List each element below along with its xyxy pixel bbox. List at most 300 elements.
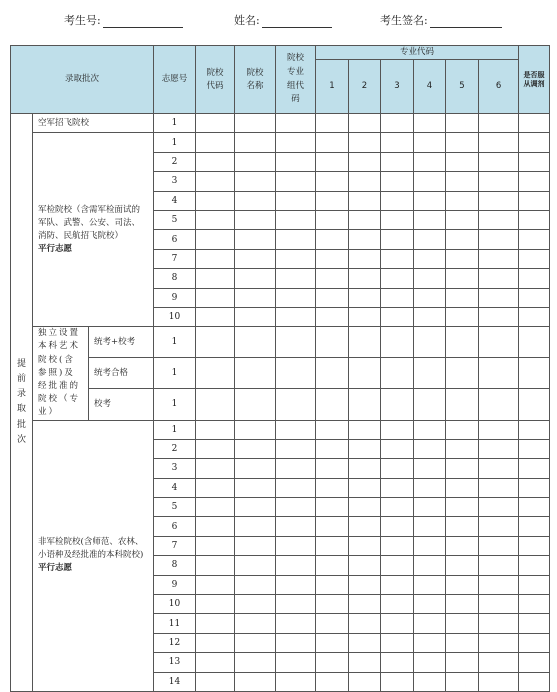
school-code-cell[interactable]	[196, 114, 235, 133]
school-name-cell[interactable]	[235, 307, 276, 326]
major-4-cell[interactable]	[414, 133, 446, 152]
adjust-cell[interactable]	[519, 672, 550, 691]
adjust-cell[interactable]	[519, 614, 550, 633]
major-6-cell[interactable]	[479, 307, 519, 326]
major-2-cell[interactable]	[349, 389, 381, 420]
school-name-cell[interactable]	[235, 269, 276, 288]
major-3-cell[interactable]	[381, 307, 414, 326]
table-row	[11, 389, 550, 420]
choice-number: 8	[154, 556, 196, 575]
major-5-cell[interactable]	[446, 439, 479, 458]
major-4-cell[interactable]	[414, 389, 446, 420]
major-6-cell[interactable]	[479, 595, 519, 614]
major-6-cell[interactable]	[479, 420, 519, 439]
signature-blank[interactable]	[430, 14, 502, 28]
major-6-cell[interactable]	[479, 439, 519, 458]
major-4-cell[interactable]	[414, 230, 446, 249]
major-1-cell[interactable]	[316, 172, 349, 191]
major-3-cell[interactable]	[381, 614, 414, 633]
school-code-cell[interactable]	[196, 327, 235, 358]
major-3-cell[interactable]	[381, 358, 414, 389]
major-group-code-cell[interactable]	[276, 575, 316, 594]
adjust-cell[interactable]	[519, 230, 550, 249]
major-1-cell[interactable]	[316, 327, 349, 358]
school-name-cell[interactable]	[235, 556, 276, 575]
adjust-cell[interactable]	[519, 478, 550, 497]
major-1-cell[interactable]	[316, 191, 349, 210]
major-3-cell[interactable]	[381, 478, 414, 497]
major-6-cell[interactable]	[479, 536, 519, 555]
adjust-cell[interactable]	[519, 269, 550, 288]
table-row	[11, 114, 550, 133]
major-2-cell[interactable]	[349, 595, 381, 614]
art-exam-type: 统考合格	[89, 358, 154, 389]
major-3-cell[interactable]	[381, 556, 414, 575]
major-group-code-cell[interactable]	[276, 114, 316, 133]
major-group-code-cell[interactable]	[276, 389, 316, 420]
major-group-code-cell[interactable]	[276, 672, 316, 691]
major-group-code-cell[interactable]	[276, 517, 316, 536]
major-5-cell[interactable]	[446, 358, 479, 389]
major-6-cell[interactable]	[479, 114, 519, 133]
adjust-cell[interactable]	[519, 152, 550, 171]
adjust-cell[interactable]	[519, 133, 550, 152]
school-code-cell[interactable]	[196, 459, 235, 478]
school-name-cell[interactable]	[235, 230, 276, 249]
major-5-cell[interactable]	[446, 249, 479, 268]
major-6-cell[interactable]	[479, 653, 519, 672]
major-4-cell[interactable]	[414, 459, 446, 478]
major-3-cell[interactable]	[381, 210, 414, 229]
major-3-cell[interactable]	[381, 595, 414, 614]
school-name-cell[interactable]	[235, 152, 276, 171]
major-2-cell[interactable]	[349, 288, 381, 307]
school-name-cell[interactable]	[235, 288, 276, 307]
major-group-code-cell[interactable]	[276, 327, 316, 358]
major-3-cell[interactable]	[381, 517, 414, 536]
major-1-cell[interactable]	[316, 420, 349, 439]
school-name-cell[interactable]	[235, 614, 276, 633]
adjust-cell[interactable]	[519, 288, 550, 307]
major-1-cell[interactable]	[316, 595, 349, 614]
major-2-cell[interactable]	[349, 358, 381, 389]
major-code-header: 专业代码	[316, 46, 519, 60]
school-name-header: 院校名称	[235, 46, 276, 114]
choice-number: 3	[154, 172, 196, 191]
major-1-cell[interactable]	[316, 653, 349, 672]
major-group-code-cell[interactable]	[276, 307, 316, 326]
adjust-cell[interactable]	[519, 327, 550, 358]
school-code-cell[interactable]	[196, 517, 235, 536]
major-4-cell[interactable]	[414, 575, 446, 594]
major-group-code-cell[interactable]	[276, 614, 316, 633]
major-4-cell[interactable]	[414, 172, 446, 191]
major-5-cell[interactable]	[446, 152, 479, 171]
major-5-cell[interactable]	[446, 614, 479, 633]
major-1-cell[interactable]	[316, 478, 349, 497]
major-6-cell[interactable]	[479, 614, 519, 633]
major-6-cell[interactable]	[479, 327, 519, 358]
school-code-cell[interactable]	[196, 498, 235, 517]
major-5-cell[interactable]	[446, 114, 479, 133]
major-group-code-cell[interactable]	[276, 288, 316, 307]
major-3-cell[interactable]	[381, 288, 414, 307]
major-4-cell[interactable]	[414, 249, 446, 268]
major-3-cell[interactable]	[381, 389, 414, 420]
major-3-cell[interactable]	[381, 133, 414, 152]
major-2-cell[interactable]	[349, 249, 381, 268]
major-4-cell[interactable]	[414, 191, 446, 210]
major-4-cell[interactable]	[414, 595, 446, 614]
nonmil-desc: 非军检院校(含师范、农林、小语种及经批准的本科院校)	[38, 536, 144, 561]
school-code-cell[interactable]	[196, 358, 235, 389]
major-2-cell[interactable]	[349, 478, 381, 497]
school-name-cell[interactable]	[235, 459, 276, 478]
major-5-cell[interactable]	[446, 536, 479, 555]
major-5-cell[interactable]	[446, 191, 479, 210]
major-4-cell[interactable]	[414, 536, 446, 555]
major-6-cell[interactable]	[479, 172, 519, 191]
major-group-code-cell[interactable]	[276, 152, 316, 171]
major-3-cell[interactable]	[381, 459, 414, 478]
major-1-cell[interactable]	[316, 249, 349, 268]
major-5-cell[interactable]	[446, 230, 479, 249]
major-group-code-cell[interactable]	[276, 653, 316, 672]
major-4-cell[interactable]	[414, 327, 446, 358]
adjust-cell[interactable]	[519, 536, 550, 555]
major-5-cell[interactable]	[446, 556, 479, 575]
adjust-cell[interactable]	[519, 633, 550, 652]
major-1-cell[interactable]	[316, 389, 349, 420]
major-2-cell[interactable]	[349, 307, 381, 326]
adjust-cell[interactable]	[519, 172, 550, 191]
school-name-cell[interactable]	[235, 439, 276, 458]
adjust-cell[interactable]	[519, 498, 550, 517]
major-1-cell[interactable]	[316, 152, 349, 171]
major-2-cell[interactable]	[349, 327, 381, 358]
major-2-cell[interactable]	[349, 230, 381, 249]
major-1-cell[interactable]	[316, 575, 349, 594]
major-4-cell[interactable]	[414, 420, 446, 439]
major-group-code-cell[interactable]	[276, 459, 316, 478]
major-4-cell[interactable]	[414, 288, 446, 307]
school-name-cell[interactable]	[235, 595, 276, 614]
major-2-cell[interactable]	[349, 133, 381, 152]
school-code-cell[interactable]	[196, 152, 235, 171]
major-6-cell[interactable]	[479, 556, 519, 575]
school-name-cell[interactable]	[235, 498, 276, 517]
major-2-cell[interactable]	[349, 498, 381, 517]
major-5-cell[interactable]	[446, 575, 479, 594]
major-3-cell[interactable]	[381, 191, 414, 210]
name-blank[interactable]	[262, 14, 332, 28]
major-2-cell[interactable]	[349, 420, 381, 439]
major-6-cell[interactable]	[479, 288, 519, 307]
school-name-cell[interactable]	[235, 653, 276, 672]
major-6-cell[interactable]	[479, 191, 519, 210]
major-2-cell[interactable]	[349, 210, 381, 229]
school-code-cell[interactable]	[196, 672, 235, 691]
school-name-cell[interactable]	[235, 575, 276, 594]
major-4-cell[interactable]	[414, 672, 446, 691]
exam-number-blank[interactable]	[103, 14, 183, 28]
adjust-cell[interactable]	[519, 307, 550, 326]
major-1-cell[interactable]	[316, 536, 349, 555]
major-5-cell[interactable]	[446, 633, 479, 652]
major-3-cell[interactable]	[381, 536, 414, 555]
major-3-cell[interactable]	[381, 152, 414, 171]
major-5-cell[interactable]	[446, 288, 479, 307]
major-3-cell[interactable]	[381, 420, 414, 439]
major-1-cell[interactable]	[316, 439, 349, 458]
major-6-cell[interactable]	[479, 459, 519, 478]
major-3-cell[interactable]	[381, 230, 414, 249]
major-group-code-cell[interactable]	[276, 478, 316, 497]
major-6-cell[interactable]	[479, 230, 519, 249]
major-group-code-cell[interactable]	[276, 133, 316, 152]
major-4-cell[interactable]	[414, 114, 446, 133]
major-5-cell[interactable]	[446, 595, 479, 614]
school-name-cell[interactable]	[235, 633, 276, 652]
adjust-cell[interactable]	[519, 114, 550, 133]
major-2-cell[interactable]	[349, 672, 381, 691]
major-group-code-cell[interactable]	[276, 191, 316, 210]
major-1-cell[interactable]	[316, 133, 349, 152]
major-6-cell[interactable]	[479, 672, 519, 691]
major-1-cell[interactable]	[316, 307, 349, 326]
major-1-cell[interactable]	[316, 358, 349, 389]
major-2-cell[interactable]	[349, 191, 381, 210]
school-code-cell[interactable]	[196, 191, 235, 210]
adjust-cell[interactable]	[519, 595, 550, 614]
major-3-cell[interactable]	[381, 498, 414, 517]
major-5-cell[interactable]	[446, 389, 479, 420]
major-3-cell[interactable]	[381, 633, 414, 652]
major-group-code-cell[interactable]	[276, 230, 316, 249]
major-2-cell[interactable]	[349, 614, 381, 633]
school-name-cell[interactable]	[235, 517, 276, 536]
major-1-cell[interactable]	[316, 517, 349, 536]
major-group-code-cell[interactable]	[276, 595, 316, 614]
major-2-cell[interactable]	[349, 172, 381, 191]
major-3-cell[interactable]	[381, 327, 414, 358]
major-5-cell[interactable]	[446, 269, 479, 288]
school-name-cell[interactable]	[235, 327, 276, 358]
major-6-cell[interactable]	[479, 389, 519, 420]
school-name-cell[interactable]	[235, 536, 276, 555]
major-2-cell[interactable]	[349, 269, 381, 288]
school-code-cell[interactable]	[196, 439, 235, 458]
school-name-cell[interactable]	[235, 210, 276, 229]
major-2-cell[interactable]	[349, 152, 381, 171]
major-group-code-cell[interactable]	[276, 210, 316, 229]
major-5-cell[interactable]	[446, 327, 479, 358]
major-1-cell[interactable]	[316, 672, 349, 691]
major-6-cell[interactable]	[479, 575, 519, 594]
major-5-cell[interactable]	[446, 420, 479, 439]
major-col-6: 6	[479, 60, 519, 114]
major-4-cell[interactable]	[414, 614, 446, 633]
school-code-cell[interactable]	[196, 288, 235, 307]
major-group-code-cell[interactable]	[276, 536, 316, 555]
school-name-cell[interactable]	[235, 358, 276, 389]
school-code-cell[interactable]	[196, 633, 235, 652]
major-4-cell[interactable]	[414, 556, 446, 575]
school-name-cell[interactable]	[235, 172, 276, 191]
exam-number-label: 考生号:	[64, 14, 101, 27]
adjust-cell[interactable]	[519, 556, 550, 575]
major-2-cell[interactable]	[349, 114, 381, 133]
major-1-cell[interactable]	[316, 269, 349, 288]
major-2-cell[interactable]	[349, 633, 381, 652]
school-code-cell[interactable]	[196, 389, 235, 420]
adjust-cell[interactable]	[519, 420, 550, 439]
school-name-cell[interactable]	[235, 420, 276, 439]
school-code-cell[interactable]	[196, 269, 235, 288]
major-1-cell[interactable]	[316, 114, 349, 133]
school-name-cell[interactable]	[235, 191, 276, 210]
major-1-cell[interactable]	[316, 288, 349, 307]
major-6-cell[interactable]	[479, 269, 519, 288]
major-5-cell[interactable]	[446, 517, 479, 536]
major-group-code-cell[interactable]	[276, 556, 316, 575]
adjust-cell[interactable]	[519, 439, 550, 458]
adjust-cell[interactable]	[519, 575, 550, 594]
school-code-cell[interactable]	[196, 556, 235, 575]
air-force-label: 空军招飞院校	[38, 117, 90, 128]
major-group-code-cell[interactable]	[276, 420, 316, 439]
major-6-cell[interactable]	[479, 133, 519, 152]
major-4-cell[interactable]	[414, 498, 446, 517]
major-4-cell[interactable]	[414, 478, 446, 497]
major-1-cell[interactable]	[316, 498, 349, 517]
military-section	[33, 133, 154, 327]
adjust-cell[interactable]	[519, 191, 550, 210]
major-6-cell[interactable]	[479, 633, 519, 652]
major-5-cell[interactable]	[446, 672, 479, 691]
school-code-cell[interactable]	[196, 230, 235, 249]
major-group-code-cell[interactable]	[276, 249, 316, 268]
choice-number: 13	[154, 653, 196, 672]
choice-number: 1	[154, 389, 196, 420]
major-1-cell[interactable]	[316, 614, 349, 633]
major-4-cell[interactable]	[414, 152, 446, 171]
major-5-cell[interactable]	[446, 307, 479, 326]
major-6-cell[interactable]	[479, 210, 519, 229]
major-6-cell[interactable]	[479, 358, 519, 389]
major-1-cell[interactable]	[316, 230, 349, 249]
major-group-code-cell[interactable]	[276, 172, 316, 191]
school-code-cell[interactable]	[196, 478, 235, 497]
major-3-cell[interactable]	[381, 172, 414, 191]
choice-number: 1	[154, 133, 196, 152]
adjust-cell[interactable]	[519, 358, 550, 389]
major-4-cell[interactable]	[414, 633, 446, 652]
school-code-cell[interactable]	[196, 575, 235, 594]
major-2-cell[interactable]	[349, 439, 381, 458]
major-5-cell[interactable]	[446, 498, 479, 517]
major-5-cell[interactable]	[446, 478, 479, 497]
adjust-cell[interactable]	[519, 459, 550, 478]
school-name-cell[interactable]	[235, 672, 276, 691]
major-group-code-cell[interactable]	[276, 358, 316, 389]
major-5-cell[interactable]	[446, 172, 479, 191]
choice-number: 1	[154, 327, 196, 358]
school-code-cell[interactable]	[196, 307, 235, 326]
major-2-cell[interactable]	[349, 459, 381, 478]
adjust-cell[interactable]	[519, 389, 550, 420]
major-3-cell[interactable]	[381, 575, 414, 594]
major-4-cell[interactable]	[414, 653, 446, 672]
major-4-cell[interactable]	[414, 439, 446, 458]
major-5-cell[interactable]	[446, 459, 479, 478]
major-2-cell[interactable]	[349, 575, 381, 594]
school-code-cell[interactable]	[196, 614, 235, 633]
school-name-cell[interactable]	[235, 249, 276, 268]
school-name-cell[interactable]	[235, 478, 276, 497]
major-3-cell[interactable]	[381, 653, 414, 672]
major-1-cell[interactable]	[316, 633, 349, 652]
school-name-cell[interactable]	[235, 114, 276, 133]
school-code-cell[interactable]	[196, 249, 235, 268]
major-3-cell[interactable]	[381, 439, 414, 458]
school-code-cell[interactable]	[196, 172, 235, 191]
major-3-cell[interactable]	[381, 114, 414, 133]
major-group-code-cell[interactable]	[276, 439, 316, 458]
major-5-cell[interactable]	[446, 133, 479, 152]
major-3-cell[interactable]	[381, 269, 414, 288]
major-5-cell[interactable]	[446, 653, 479, 672]
adjust-cell[interactable]	[519, 653, 550, 672]
major-6-cell[interactable]	[479, 498, 519, 517]
school-code-cell[interactable]	[196, 595, 235, 614]
major-1-cell[interactable]	[316, 210, 349, 229]
major-3-cell[interactable]	[381, 672, 414, 691]
major-2-cell[interactable]	[349, 536, 381, 555]
adjust-cell[interactable]	[519, 210, 550, 229]
major-6-cell[interactable]	[479, 517, 519, 536]
major-2-cell[interactable]	[349, 517, 381, 536]
choice-number: 5	[154, 498, 196, 517]
major-1-cell[interactable]	[316, 556, 349, 575]
school-name-cell[interactable]	[235, 389, 276, 420]
major-group-code-cell[interactable]	[276, 633, 316, 652]
major-4-cell[interactable]	[414, 307, 446, 326]
major-2-cell[interactable]	[349, 556, 381, 575]
major-4-cell[interactable]	[414, 517, 446, 536]
adjust-cell[interactable]	[519, 517, 550, 536]
major-4-cell[interactable]	[414, 269, 446, 288]
major-1-cell[interactable]	[316, 459, 349, 478]
major-2-cell[interactable]	[349, 653, 381, 672]
school-code-cell[interactable]	[196, 133, 235, 152]
school-code-cell[interactable]	[196, 536, 235, 555]
school-code-cell[interactable]	[196, 210, 235, 229]
school-name-cell[interactable]	[235, 133, 276, 152]
school-code-cell[interactable]	[196, 420, 235, 439]
major-3-cell[interactable]	[381, 249, 414, 268]
major-4-cell[interactable]	[414, 358, 446, 389]
major-group-code-cell[interactable]	[276, 498, 316, 517]
school-code-cell[interactable]	[196, 653, 235, 672]
major-4-cell[interactable]	[414, 210, 446, 229]
major-group-code-cell[interactable]	[276, 269, 316, 288]
major-6-cell[interactable]	[479, 249, 519, 268]
major-6-cell[interactable]	[479, 152, 519, 171]
major-6-cell[interactable]	[479, 478, 519, 497]
major-5-cell[interactable]	[446, 210, 479, 229]
adjust-cell[interactable]	[519, 249, 550, 268]
